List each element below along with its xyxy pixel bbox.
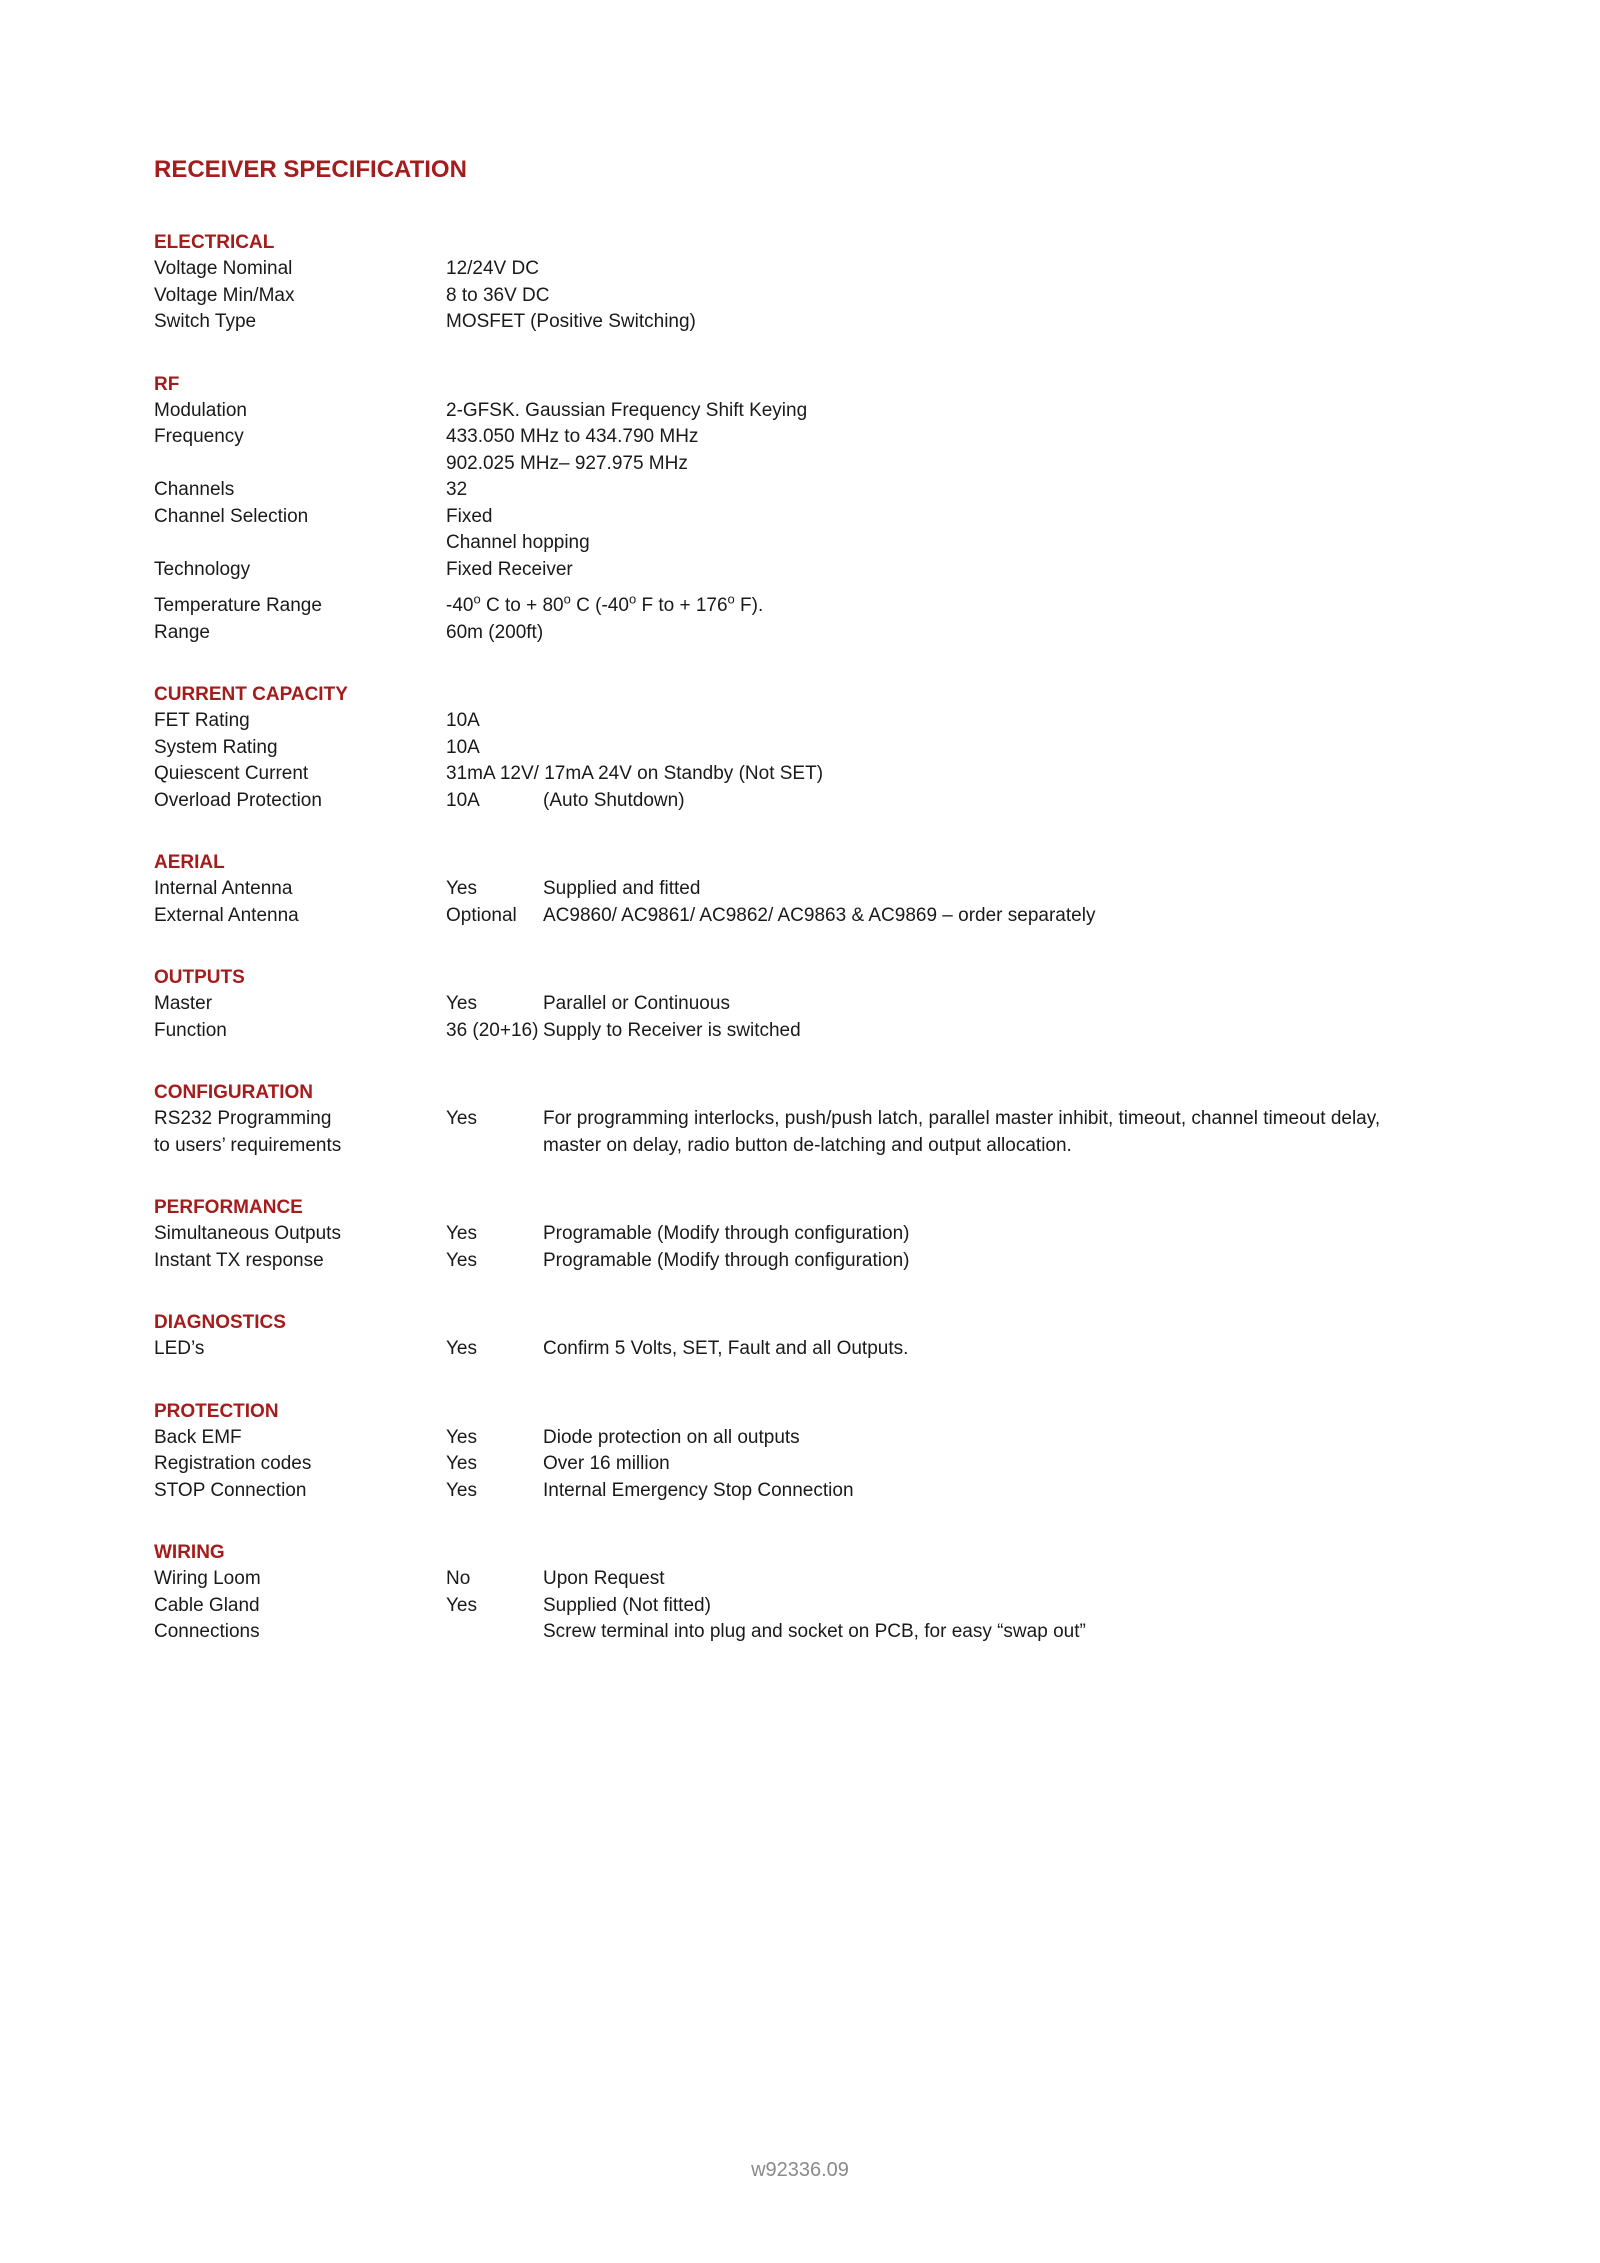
- spec-value: 10A: [446, 736, 480, 758]
- spec-row: [154, 708, 1454, 735]
- spec-note: Supplied (Not fitted): [543, 1594, 711, 1616]
- section-heading: OUTPUTS: [154, 967, 245, 988]
- spec-value: Channel hopping: [446, 532, 590, 553]
- spec-note: Upon Request: [543, 1568, 665, 1589]
- spec-row: [154, 1593, 1454, 1620]
- spec-value: 433.050 MHz to 434.790 MHz: [446, 426, 699, 447]
- spec-row: [154, 1451, 1454, 1478]
- spec-value: Yes: [446, 1223, 477, 1244]
- degree-mark: o: [727, 591, 735, 607]
- spec-label: Simultaneous Outputs: [154, 1223, 341, 1244]
- spec-label: STOP Connection: [154, 1479, 307, 1501]
- spec-value: Yes: [446, 1338, 477, 1359]
- section-heading: ELECTRICAL: [154, 232, 275, 253]
- spec-label: [154, 451, 446, 478]
- spec-value: Yes: [446, 1479, 477, 1501]
- spec-row: [154, 1248, 1454, 1275]
- spec-value: Optional: [446, 904, 517, 926]
- spec-value: Fixed Receiver: [446, 558, 573, 580]
- spec-value: 60m (200ft): [446, 621, 544, 643]
- spec-value: 2-GFSK. Gaussian Frequency Shift Keying: [446, 399, 808, 421]
- spec-row: [154, 1425, 1454, 1452]
- section-configuration: [154, 1080, 1454, 1159]
- spec-note: master on delay, radio button de-latching and output allocation.: [543, 1134, 1072, 1156]
- spec-label: to users’ requirements: [154, 1134, 342, 1156]
- spec-value: [446, 1133, 543, 1160]
- spec-note: For programming interlocks, push/push latch, parallel master inhibit, timeout, channel timeout delay,: [543, 1108, 1381, 1129]
- section-diagnostics: [154, 1310, 1454, 1363]
- spec-label: System Rating: [154, 736, 278, 758]
- spec-value: Yes: [446, 1594, 477, 1616]
- spec-value: 902.025 MHz– 927.975 MHz: [446, 452, 688, 474]
- spec-row: [154, 876, 1454, 903]
- spec-label: Temperature Range: [154, 595, 322, 616]
- spec-row: [154, 256, 1454, 283]
- spec-label: Voltage Min/Max: [154, 284, 295, 306]
- spec-label: Frequency: [154, 426, 244, 447]
- section-current-capacity: [154, 682, 1454, 814]
- spec-note: Confirm 5 Volts, SET, Fault and all Outputs.: [543, 1338, 909, 1359]
- spec-value: 10A: [446, 710, 480, 731]
- spec-note: Screw terminal into plug and socket on PCB, for easy “swap out”: [543, 1621, 1086, 1642]
- spec-row: [154, 557, 1454, 584]
- spec-row: [154, 424, 1454, 451]
- spec-value: Yes: [446, 1426, 477, 1448]
- spec-value: Yes: [446, 993, 477, 1014]
- spec-value: Fixed: [446, 505, 493, 527]
- spec-note: Over 16 million: [543, 1453, 670, 1474]
- spec-value: Yes: [446, 1249, 477, 1271]
- spec-note: Programable (Modify through configuration): [543, 1249, 910, 1271]
- spec-label: LED’s: [154, 1338, 205, 1359]
- spec-label: Internal Antenna: [154, 878, 293, 899]
- spec-label: Wiring Loom: [154, 1568, 261, 1589]
- section-performance: [154, 1195, 1454, 1274]
- spec-row: [154, 283, 1454, 310]
- section-wiring: [154, 1540, 1454, 1646]
- spec-label: Back EMF: [154, 1426, 242, 1448]
- spec-row: [154, 1018, 1454, 1045]
- spec-value: Yes: [446, 878, 477, 899]
- spec-row: [154, 309, 1454, 336]
- spec-label: Channel Selection: [154, 505, 309, 527]
- spec-label: Function: [154, 1019, 227, 1041]
- spec-label: Quiescent Current: [154, 763, 309, 784]
- spec-value: MOSFET (Positive Switching): [446, 311, 696, 332]
- section-heading: PERFORMANCE: [154, 1197, 303, 1218]
- spec-label: Master: [154, 993, 213, 1014]
- spec-row: [154, 398, 1454, 425]
- spec-label: Modulation: [154, 399, 247, 421]
- spec-row: [154, 735, 1454, 762]
- spec-label: [154, 530, 446, 557]
- section-heading: CURRENT CAPACITY: [154, 684, 348, 705]
- spec-note: Parallel or Continuous: [543, 993, 730, 1014]
- spec-row: [154, 1478, 1454, 1505]
- section-aerial: [154, 850, 1454, 929]
- spec-label: Technology: [154, 558, 251, 580]
- spec-row: [154, 477, 1454, 504]
- spec-row: [154, 903, 1454, 930]
- spec-row: [154, 1133, 1454, 1160]
- spec-label: Range: [154, 621, 210, 643]
- spec-row: [154, 1336, 1454, 1363]
- spec-row: [154, 1221, 1454, 1248]
- spec-value: 10A: [446, 789, 480, 811]
- spec-value: 31mA 12V/ 17mA 24V on Standby (Not SET): [446, 763, 824, 784]
- spec-row: [154, 788, 1454, 815]
- spec-row: [154, 620, 1454, 647]
- section-heading: PROTECTION: [154, 1400, 279, 1422]
- spec-label: RS232 Programming: [154, 1108, 332, 1129]
- spec-value: 36 (20+16): [446, 1019, 539, 1041]
- spec-label: Registration codes: [154, 1453, 312, 1474]
- spec-label: Connections: [154, 1621, 260, 1642]
- spec-row: [154, 451, 1454, 478]
- spec-row: [154, 1106, 1454, 1133]
- spec-row: [154, 1566, 1454, 1593]
- spec-value: [446, 1619, 543, 1646]
- spec-row: [154, 761, 1454, 788]
- section-heading: RF: [154, 373, 180, 395]
- degree-mark: o: [563, 591, 571, 607]
- spec-row: [154, 530, 1454, 557]
- section-heading: CONFIGURATION: [154, 1082, 314, 1103]
- spec-value: No: [446, 1568, 471, 1589]
- spec-row: [154, 593, 1454, 620]
- spec-value: 12/24V DC: [446, 258, 539, 279]
- spec-note: Programable (Modify through configuration): [543, 1223, 910, 1244]
- spec-note: Supplied and fitted: [543, 878, 701, 899]
- spec-value: Yes: [446, 1108, 477, 1129]
- section-electrical: [154, 230, 1454, 336]
- spec-page: [154, 150, 1454, 1682]
- spec-label: Voltage Nominal: [154, 258, 293, 279]
- spec-label: Cable Gland: [154, 1594, 260, 1616]
- degree-mark: o: [628, 591, 637, 607]
- spec-value: 8 to 36V DC: [446, 284, 550, 306]
- spec-row: [154, 991, 1454, 1018]
- section-heading: WIRING: [154, 1542, 225, 1563]
- spec-note: AC9860/ AC9861/ AC9862/ AC9863 & AC9869 – order separately: [543, 904, 1096, 926]
- spec-note: Diode protection on all outputs: [543, 1426, 800, 1448]
- spec-value-temperature: -40$^o$ C to + $80^o$ C (-40$^o$ F to + $176^o$ F).: [446, 591, 764, 616]
- spec-label: Instant TX response: [154, 1249, 324, 1271]
- section-heading: AERIAL: [154, 852, 225, 873]
- spec-note: Internal Emergency Stop Connection: [543, 1479, 854, 1501]
- spec-row: [154, 504, 1454, 531]
- section-rf: [154, 372, 1454, 647]
- spec-note: (Auto Shutdown): [543, 789, 685, 811]
- spec-value: 32: [446, 479, 468, 500]
- section-outputs: [154, 965, 1454, 1044]
- spec-label: External Antenna: [154, 904, 299, 926]
- spec-label: Switch Type: [154, 311, 257, 332]
- spec-label: Overload Protection: [154, 789, 322, 811]
- page-title: RECEIVER SPECIFICATION: [154, 156, 467, 183]
- degree-mark: o: [473, 591, 481, 607]
- spec-row: [154, 1619, 1454, 1646]
- section-protection: [154, 1399, 1454, 1505]
- spec-label: Channels: [154, 479, 235, 500]
- spec-label: FET Rating: [154, 710, 250, 731]
- document-code: w92336.09: [751, 2159, 849, 2181]
- spec-note: Supply to Receiver is switched: [543, 1019, 801, 1041]
- section-heading: DIAGNOSTICS: [154, 1312, 286, 1333]
- spec-value: Yes: [446, 1453, 477, 1474]
